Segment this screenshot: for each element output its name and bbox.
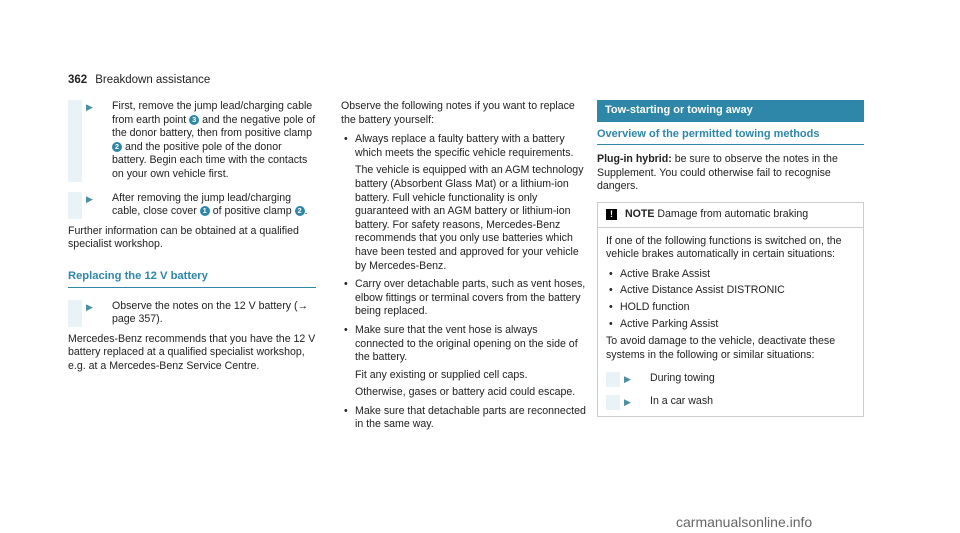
list-item: • Carry over detachable parts, such as vent hoses, elbow fittings or terminal covers from the battery being replaced.	[341, 278, 589, 319]
note-body	[598, 228, 863, 416]
instruction-step	[606, 372, 855, 387]
step-text-part: and the positive pole of the donor battery. Begin each time with the contacts on your own vehicle first.	[112, 140, 308, 180]
instruction-step	[606, 395, 855, 410]
step-text: Observe the notes on the 12 V battery (→ page 357).	[112, 299, 309, 326]
paragraph: Further information can be obtained at a qualified specialist workshop.	[68, 224, 299, 251]
list-item: • HOLD function	[606, 301, 855, 315]
callout-badge: 1	[200, 206, 210, 216]
paragraph: Observe the following notes if you want to replace the battery yourself:	[341, 100, 575, 126]
step-text-part: After removing the jump lead/charging cable, close cover	[112, 191, 292, 218]
step-text	[106, 192, 316, 219]
column-1	[68, 100, 316, 380]
callout-badge: 2	[112, 142, 122, 152]
list-item	[341, 324, 589, 400]
plugin-label: Plug-in hybrid:	[597, 153, 672, 166]
list-item-text: Make sure that the vent hose is always connected to the original opening on the side of the battery.	[355, 323, 578, 364]
step-text	[106, 100, 316, 182]
note-intro: If one of the following functions is switched on, the vehicle brakes automatically in certain situations:	[606, 234, 842, 261]
list-item: • Make sure that detachable parts are reconnected in the same way.	[341, 405, 589, 432]
note-box	[597, 202, 864, 417]
paragraph	[597, 153, 864, 194]
step-text-part: of positive clamp	[212, 205, 292, 218]
step-arrow-icon: ▶	[86, 301, 93, 312]
section-bar-title: Tow-starting or towing away	[597, 100, 864, 122]
list-item: • Active Distance Assist DISTRONIC	[606, 284, 855, 298]
section-title: Replacing the 12 V battery	[68, 270, 316, 288]
column-2	[341, 100, 589, 437]
list-item-detail: Fit any existing or supplied cell caps.	[355, 368, 528, 381]
paragraph: Mercedes-Benz recommends that you have the 12 V battery replaced at a qualified specialist workshop, e.g. at a Mercedes-Benz Service Centre.	[68, 332, 316, 372]
page-header	[68, 74, 210, 86]
watermark: carmanualsonline.info	[676, 514, 813, 530]
list-item-detail: Otherwise, gases or battery acid could escape.	[355, 386, 576, 399]
column-3	[597, 100, 864, 417]
step-text-part: .	[304, 205, 308, 218]
note-title: Damage from automatic braking	[657, 207, 809, 220]
step-arrow-icon: ▶	[86, 193, 93, 204]
step-arrow-icon: ▶	[624, 396, 631, 407]
step-text-part: First, remove the jump lead/charging cable from earth point	[112, 100, 313, 126]
step-text: In a car wash	[650, 394, 714, 407]
list-item	[341, 133, 589, 273]
instruction-step	[68, 192, 316, 219]
plugin-text: be sure to observe the notes in the Supplement. You could otherwise fail to recognise dangers.	[597, 153, 838, 193]
bullet-list	[341, 133, 589, 432]
note-label: NOTE	[625, 207, 655, 220]
page-number: 362	[68, 74, 88, 86]
step-text: During towing	[650, 372, 715, 385]
page-title: Breakdown assistance	[95, 74, 211, 86]
list-item-detail: The vehicle is equipped with an AGM technology battery (Absorbent Glass Mat) or a lithium-ion battery. Full vehicle functionality is only guaranteed with an AGM battery or lithium-ion battery. For safety reasons, Mercedes-Benz recommends that you only use batteries which have been tested and approved for your vehicle by Mercedes-Benz.	[355, 164, 584, 272]
step-arrow-icon: ▶	[86, 102, 93, 112]
note-header	[598, 203, 863, 228]
callout-badge: 2	[295, 206, 305, 216]
note-after: To avoid damage to the vehicle, deactivate these systems in the following or similar situations:	[606, 335, 836, 361]
step-arrow-icon: ▶	[624, 374, 631, 385]
warning-icon: !	[606, 209, 617, 220]
subsection-title: Overview of the permitted towing methods	[597, 122, 864, 146]
step-text-part: and the negative pole of the donor battery, then from positive clamp	[112, 113, 316, 140]
instruction-step	[68, 300, 316, 327]
instruction-step	[68, 100, 316, 182]
callout-badge: 3	[189, 115, 199, 125]
list-item: • Active Parking Assist	[606, 318, 855, 332]
list-item-text: Always replace a faulty battery with a battery which meets the specific vehicle requirements.	[355, 133, 574, 159]
list-item: • Active Brake Assist	[606, 268, 855, 282]
note-list	[606, 268, 855, 331]
